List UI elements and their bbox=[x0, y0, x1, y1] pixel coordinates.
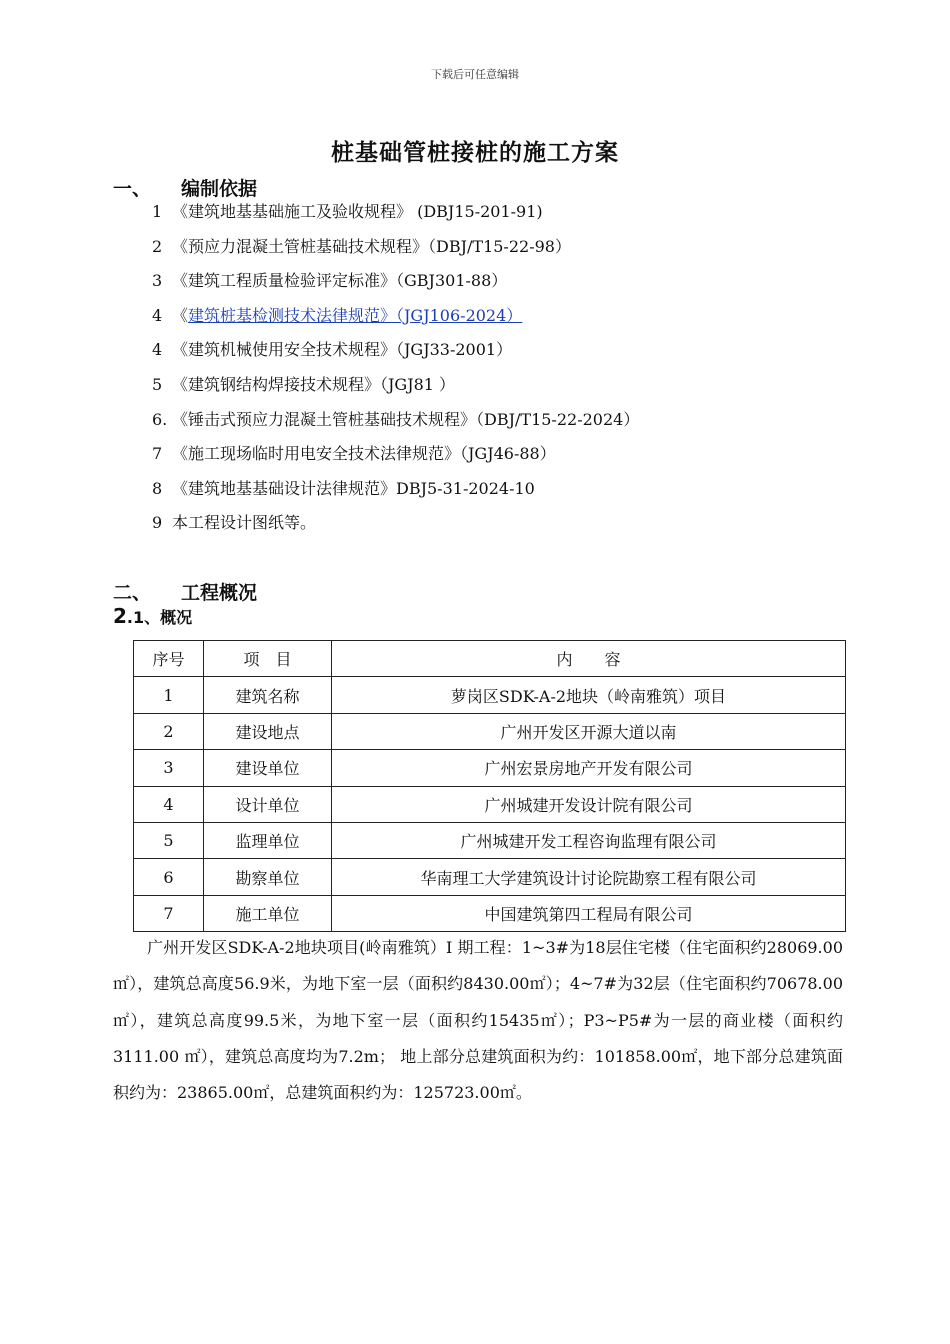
table-header-row bbox=[134, 641, 846, 677]
table-row bbox=[134, 713, 846, 749]
subsection-major-number: 2 bbox=[113, 604, 127, 628]
table-cell: 3 bbox=[134, 750, 204, 786]
table-row bbox=[134, 677, 846, 713]
paragraph-text: 广州开发区SDK-A-2地块项目(岭南雅筑）I 期工程：1~3#为18层住宅楼（住宅面积约28069.00 ㎡），建筑总高度56.9米，为地下室一层（面积约8430.00㎡）；4~7#为32层（住宅面积约70678.00 ㎡），建筑总高度99.5米，为地下室一层（面积约15435㎡）；P3~P5#为一层的商业楼（面积约3111.00 ㎡），建筑总高度均为7.2m； 地上部分总建筑面积为约：101858.00㎡，地下部分总建筑面积约为：23865.00㎡，总建筑面积约为：125723.00㎡。 bbox=[113, 938, 843, 1103]
reference-text: 《建筑工程质量检验评定标准》（GBJ301-88） bbox=[172, 271, 508, 291]
reference-number: 4 bbox=[152, 305, 163, 325]
reference-prefix: 《 bbox=[172, 305, 189, 325]
section-heading-basis bbox=[113, 174, 257, 201]
reference-item bbox=[152, 235, 639, 270]
section-number: 一、 bbox=[113, 178, 152, 200]
table-row bbox=[134, 822, 846, 858]
table-cell: 7 bbox=[134, 895, 204, 931]
reference-item bbox=[152, 304, 639, 339]
reference-number: 1 bbox=[152, 202, 163, 221]
table-row bbox=[134, 750, 846, 786]
table-cell: 建设单位 bbox=[204, 750, 332, 786]
section-title: 工程概况 bbox=[181, 582, 258, 604]
header-cell: 序号 bbox=[134, 641, 204, 677]
reference-number: 8 bbox=[152, 478, 163, 498]
header-cell: 内 容 bbox=[332, 641, 846, 677]
table-cell: 2 bbox=[134, 713, 204, 749]
table-cell: 广州城建开发工程咨询监理有限公司 bbox=[332, 822, 846, 858]
section-heading-overview bbox=[113, 578, 257, 605]
reference-number: 3 bbox=[152, 271, 163, 291]
reference-item bbox=[152, 269, 639, 304]
reference-number: 6. bbox=[152, 409, 168, 429]
section-number: 二、 bbox=[113, 582, 152, 604]
reference-text: 《建筑钢结构焊接技术规程》（JGJ81 ） bbox=[172, 374, 456, 394]
subsection-title: .1、概况 bbox=[126, 608, 193, 627]
reference-number: 4 bbox=[152, 340, 163, 360]
reference-item bbox=[152, 477, 639, 512]
table-cell: 广州城建开发设计院有限公司 bbox=[332, 786, 846, 822]
table-cell: 勘察单位 bbox=[204, 859, 332, 895]
header-cell: 项 目 bbox=[204, 641, 332, 677]
reference-list bbox=[152, 200, 639, 546]
table-row bbox=[134, 786, 846, 822]
reference-text: 《锤击式预应力混凝土管桩基础技术规程》（DBJ/T15-22-2024） bbox=[172, 409, 640, 429]
project-overview-table bbox=[133, 640, 846, 932]
table-row bbox=[134, 859, 846, 895]
subsection-heading bbox=[113, 604, 192, 628]
table-cell: 施工单位 bbox=[204, 895, 332, 931]
document-title: 桩基础管桩接桩的施工方案 bbox=[331, 140, 619, 166]
reference-number: 7 bbox=[152, 444, 163, 464]
table-cell: 广州开发区开源大道以南 bbox=[332, 713, 846, 749]
reference-number: 9 bbox=[152, 513, 163, 533]
reference-text: 《建筑地基基础设计法律规范》DBJ5-31-2024-10 bbox=[172, 478, 535, 498]
table-cell: 建设地点 bbox=[204, 713, 332, 749]
table-cell: 设计单位 bbox=[204, 786, 332, 822]
reference-link[interactable]: 建筑桩基检测技术法律规范》（JGJ106-2024） bbox=[188, 305, 523, 325]
overview-paragraph bbox=[113, 930, 843, 1111]
table-cell: 监理单位 bbox=[204, 822, 332, 858]
reference-text: 《预应力混凝土管桩基础技术规程》（DBJ/T15-22-98） bbox=[172, 236, 571, 256]
table-cell: 4 bbox=[134, 786, 204, 822]
header-note: 下载后可任意编辑 bbox=[431, 68, 519, 81]
reference-item bbox=[152, 442, 639, 477]
reference-item bbox=[152, 338, 639, 373]
table-cell: 广州宏景房地产开发有限公司 bbox=[332, 750, 846, 786]
reference-number: 2 bbox=[152, 236, 163, 256]
reference-item bbox=[152, 373, 639, 408]
reference-text: 《施工现场临时用电安全技术法律规范》（JGJ46-88） bbox=[172, 444, 556, 464]
reference-item bbox=[152, 511, 639, 546]
reference-text: 本工程设计图纸等。 bbox=[172, 513, 317, 533]
table-cell: 中国建筑第四工程局有限公司 bbox=[332, 895, 846, 931]
table-cell: 华南理工大学建筑设计讨论院勘察工程有限公司 bbox=[332, 859, 846, 895]
reference-number: 5 bbox=[152, 374, 163, 394]
table-cell: 5 bbox=[134, 822, 204, 858]
table-row bbox=[134, 895, 846, 931]
reference-text: 《建筑地基基础施工及验收规程》 (DBJ15-201-91) bbox=[172, 202, 543, 221]
reference-text: 《建筑机械使用安全技术规程》（JGJ33-2001） bbox=[172, 340, 513, 360]
table-cell: 萝岗区SDK-A-2地块（岭南雅筑）项目 bbox=[332, 677, 846, 713]
table-cell: 1 bbox=[134, 677, 204, 713]
section-title: 编制依据 bbox=[181, 178, 258, 200]
table-cell: 建筑名称 bbox=[204, 677, 332, 713]
reference-item bbox=[152, 408, 639, 443]
reference-item bbox=[152, 200, 639, 235]
table-cell: 6 bbox=[134, 859, 204, 895]
